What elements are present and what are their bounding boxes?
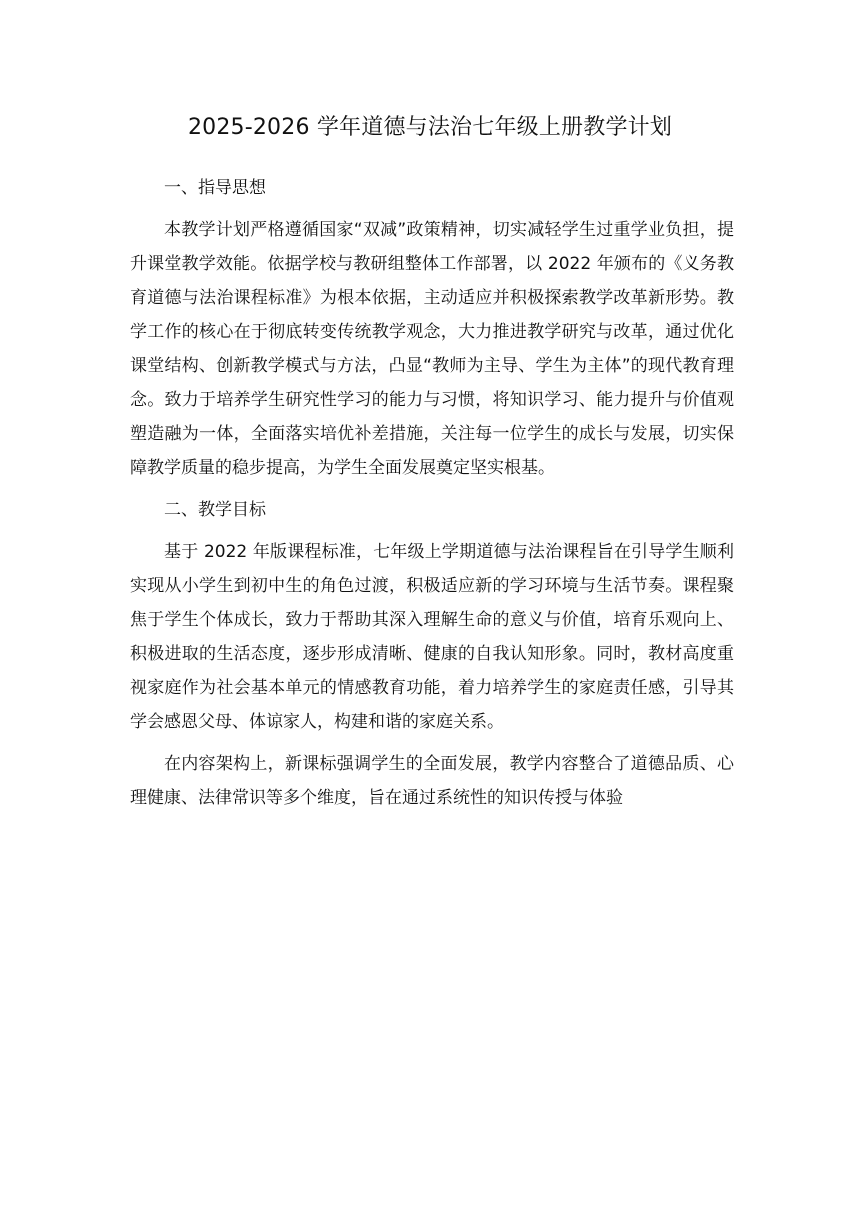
section-heading-guiding-ideology: 一、指导思想 xyxy=(164,178,266,198)
paragraph-guiding-ideology: 本教学计划严格遵循国家“双减”政策精神，切实减轻学生过重学业负担，提升课堂教学效能。依据学校与教研组整体工作部署，以 2022 年颁布的《义务教育道德与法治课程标准》为根本依据，主动适应并积极探索教学改革新形势。教学工作的核心在于彻底转变传统教学观念，大力推进教学研究与改革，通过优化课堂结构、创新教学模式与方法，凸显“教师为主导、学生为主体”的现代教育理念。致力于培养学生研究性学习的能力与习惯，将知识学习、能力提升与价值观塑造融为一体，全面落实培优补差措施，关注每一位学生的成长与发展，切实保障教学质量的稳步提高，为学生全面发展奠定坚实根基。 xyxy=(130,220,734,478)
document-title: 2025-2026 学年道德与法治七年级上册教学计划 xyxy=(187,115,673,140)
paragraph-teaching-goals-1: 基于 2022 年版课程标准，七年级上学期道德与法治课程旨在引导学生顺利实现从小学生到初中生的角色过渡，积极适应新的学习环境与生活节奏。课程聚焦于学生个体成长，致力于帮助其深入理解生命的意义与价值，培育乐观向上、积极进取的生活态度，逐步形成清晰、健康的自我认知形象。同时，教材高度重视家庭作为社会基本单元的情感教育功能，着力培养学生的家庭责任感，引导其学会感恩父母、体谅家人，构建和谐的家庭关系。 xyxy=(130,542,734,732)
paragraph-teaching-goals-2: 在内容架构上，新课标强调学生的全面发展，教学内容整合了道德品质、心理健康、法律常识等多个维度，旨在通过系统性的知识传授与体验 xyxy=(130,754,734,808)
section-heading-teaching-goals: 二、教学目标 xyxy=(164,500,266,520)
document-body xyxy=(130,171,734,815)
